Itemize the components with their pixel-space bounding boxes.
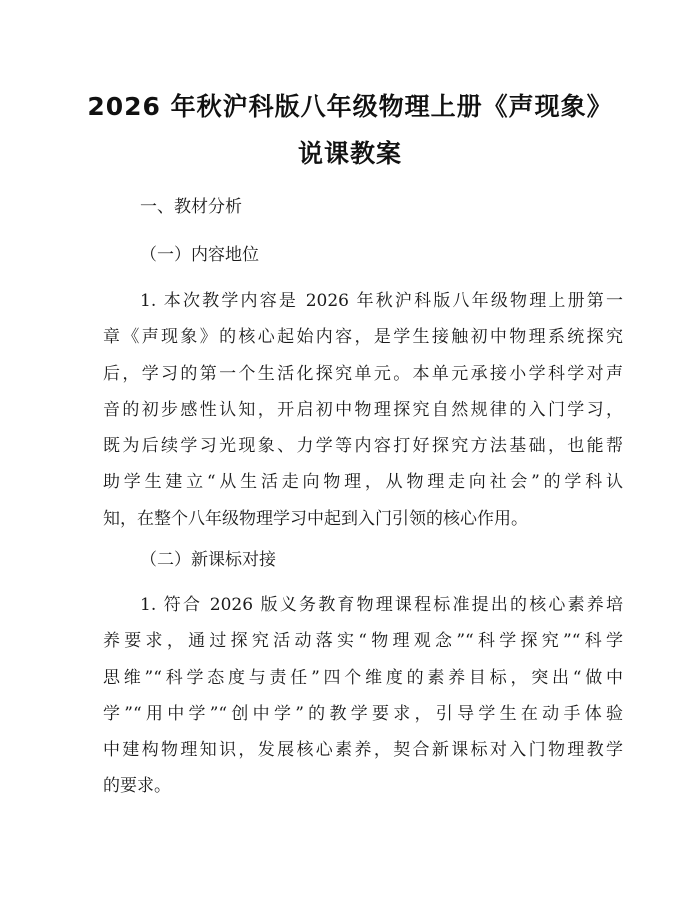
paragraph-line: 思维”“科学态度与责任”四个维度的素养目标，突出“做中 [103, 667, 623, 688]
paragraph-line: 音的初步感性认知，开启初中物理探究自然规律的入门学习， [103, 399, 623, 420]
paragraph-line: 1. 本次教学内容是 2026 年秋沪科版八年级物理上册第一 [140, 291, 623, 311]
paragraph-line: 中建构物理知识，发展核心素养，契合新课标对入门物理教学 [103, 740, 623, 761]
paragraph-line: 章《声现象》的核心起始内容，是学生接触初中物理系统探究 [103, 327, 623, 348]
paragraph-line: 学”“用中学”“创中学”的教学要求，引导学生在动手体验 [103, 703, 623, 724]
paragraph-line: 知，在整个八年级物理学习中起到入门引领的核心作用。 [103, 508, 528, 529]
paragraph-line: 1. 符合 2026 版义务教育物理课程标准提出的核心素养培 [140, 595, 623, 615]
paragraph-line: 后，学习的第一个生活化探究单元。本单元承接小学科学对声 [103, 363, 623, 384]
document-title: 2026 年秋沪科版八年级物理上册《声现象》 [87, 92, 613, 121]
paragraph-line: 助学生建立“从生活走向物理，从物理走向社会”的学科认 [103, 472, 623, 493]
paragraph-line: 既为后续学习光现象、力学等内容打好探究方法基础，也能帮 [103, 436, 623, 457]
subsection-heading-content-position: （一）内容地位 [140, 245, 259, 265]
paragraph-curriculum-standard [103, 587, 623, 805]
paragraph-content-position [103, 283, 623, 537]
paragraph-line: 养要求，通过探究活动落实“物理观念”“科学探究”“科学 [103, 631, 623, 652]
section-heading-textbook-analysis: 一、教材分析 [140, 197, 242, 217]
subsection-heading-curriculum-standard: （二）新课标对接 [140, 550, 276, 570]
document-title-continued: 说课教案 [297, 139, 402, 168]
paragraph-line: 的要求。 [103, 776, 171, 797]
